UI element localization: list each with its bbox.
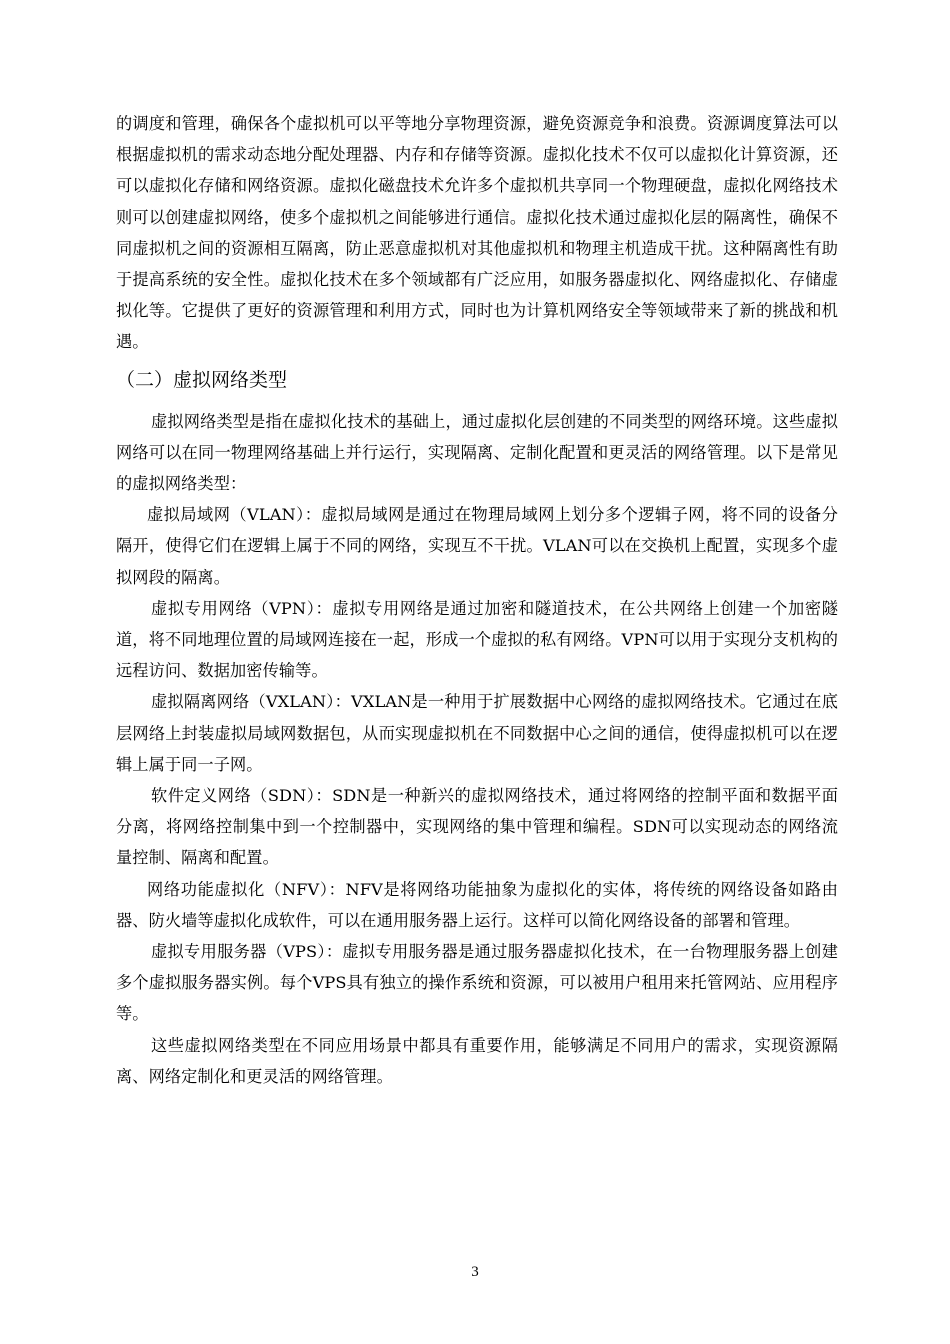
paragraph-nfv: 网络功能虚拟化（NFV）：NFV是将网络功能抽象为虚拟化的实体，将传统的网络设备如路由器、防火墙等虚拟化成软件，可以在通用服务器上运行。这样可以简化网络设备的部署和管理。 — [116, 879, 838, 930]
paragraph-vpn: 虚拟专用网络（VPN）：虚拟专用网络是通过加密和隧道技术，在公共网络上创建一个加密隧道，将不同地理位置的局域网连接在一起，形成一个虚拟的私有网络。VPN可以用于实现分支机构的远程访问、数据加密传输等。 — [116, 598, 838, 681]
paragraph-sdn: 软件定义网络（SDN）：SDN是一种新兴的虚拟网络技术，通过将网络的控制平面和数据平面分离，将网络控制集中到一个控制器中，实现网络的集中管理和编程。SDN可以实现动态的网络流量控制、隔离和配置。 — [116, 786, 838, 868]
paragraph-continued: 的调度和管理，确保各个虚拟机可以平等地分享物理资源，避免资源竞争和浪费。资源调度算法可以根据虚拟机的需求动态地分配处理器、内存和存储等资源。虚拟化技术不仅可以虚拟化计算资源，还可以虚拟化存储和网络资源。虚拟化磁盘技术允许多个虚拟机共享同一个物理硬盘，虚拟化网络技术则可以创建虚拟网络，使多个虚拟机之间能够进行通信。虚拟化技术通过虚拟化层的隔离性，确保不同虚拟机之间的资源相互隔离，防止恶意虚拟机对其他虚拟机和物理主机造成干扰。这种隔离性有助于提高系统的安全性。虚拟化技术在多个领域都有广泛应用，如服务器虚拟化、网络虚拟化、存储虚拟化等。它提供了更好的资源管理和利用方式，同时也为计算机网络安全等领域带来了新的挑战和机遇。 — [116, 114, 838, 352]
paragraph-vxlan: 虚拟隔离网络（VXLAN）：VXLAN是一种用于扩展数据中心网络的虚拟网络技术。它通过在底层网络上封装虚拟局域网数据包，从而实现虚拟机在不同数据中心之间的通信，使得虚拟机可以在逻辑上属于同一子网。 — [116, 692, 838, 774]
paragraph-summary: 这些虚拟网络类型在不同应用场景中都具有重要作用，能够满足不同用户的需求，实现资源隔离、网络定制化和更灵活的网络管理。 — [116, 1035, 838, 1086]
section-heading: （二）虚拟网络类型 — [116, 368, 288, 391]
paragraph-intro: 虚拟网络类型是指在虚拟化技术的基础上，通过虚拟化层创建的不同类型的网络环境。这些虚拟网络可以在同一物理网络基础上并行运行，实现隔离、定制化配置和更灵活的网络管理。以下是常见的虚拟网络类型： — [116, 411, 838, 494]
page-number: 3 — [471, 1264, 479, 1280]
paragraph-vlan: 虚拟局域网（VLAN）：虚拟局域网是通过在物理局域网上划分多个逻辑子网，将不同的设备分隔开，使得它们在逻辑上属于不同的网络，实现互不干扰。VLAN可以在交换机上配置，实现多个虚拟网段的隔离。 — [116, 505, 838, 587]
document-body — [116, 108, 838, 1092]
paragraph-vps: 虚拟专用服务器（VPS）：虚拟专用服务器是通过服务器虚拟化技术，在一台物理服务器上创建多个虚拟服务器实例。每个VPS具有独立的操作系统和资源，可以被用户租用来托管网站、应用程序等。 — [116, 942, 838, 1024]
